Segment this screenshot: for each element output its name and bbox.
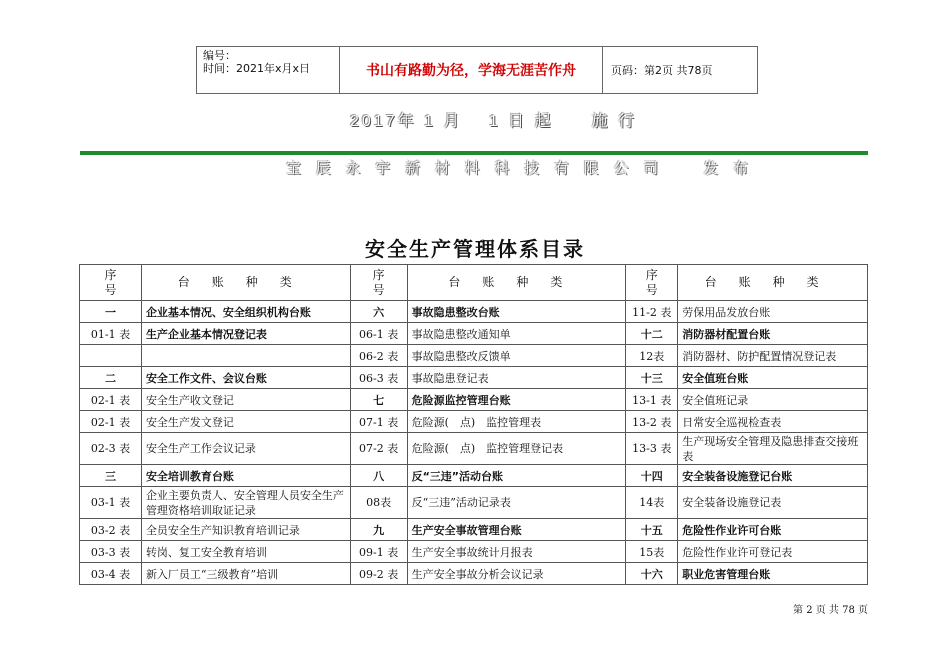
table-cell-seq: 12表 [626,345,678,367]
table-row [80,519,868,541]
table-cell-seq [80,345,142,367]
table-cell-seq: 一 [80,301,142,323]
table-cell-ledger: 安全培训教育台账 [141,465,350,487]
table-cell-seq: 07-2 表 [350,433,407,465]
table-cell-ledger: 全员安全生产知识教育培训记录 [141,519,350,541]
time-label: 时间：2021年x月x日 [203,62,311,75]
divider-bar [80,151,868,155]
table-cell-seq: 09-2 表 [350,563,407,585]
table-cell-ledger: 危险源( 点) 监控管理登记表 [407,433,626,465]
issuer-text: 宝 辰 永 宇 新 材 料 科 技 有 限 公 司 发 布 [286,159,753,177]
page-code: 页码：第2页 共78页 [611,64,713,77]
table-cell-ledger: 危险源( 点) 监控管理表 [407,411,626,433]
table-cell-seq: 三 [80,465,142,487]
table-cell-ledger: 转岗、复工安全教育培训 [141,541,350,563]
table-row [80,465,868,487]
table-cell-seq: 八 [350,465,407,487]
table-cell-seq: 十六 [626,563,678,585]
document-title: 安全生产管理体系目录 [365,237,585,261]
table-cell-ledger: 生产企业基本情况登记表 [141,323,350,345]
table-cell-seq: 十五 [626,519,678,541]
header-seq-3: 序 号 [626,265,678,301]
table-header-row [80,265,868,301]
table-cell-ledger: 企业主要负责人、安全管理人员安全生产管理资格培训取证记录 [141,487,350,519]
table-cell-ledger: 安全值班记录 [678,389,868,411]
table-cell-seq: 七 [350,389,407,411]
header-type-2: 台账种类 [407,265,626,301]
table-row [80,367,868,389]
table-cell-seq: 03-1 表 [80,487,142,519]
table-cell-seq: 03-2 表 [80,519,142,541]
table-cell-seq: 九 [350,519,407,541]
header-type-1: 台账种类 [141,265,350,301]
table-cell-ledger: 危险性作业许可台账 [678,519,868,541]
table-cell-ledger: 日常安全巡视检查表 [678,411,868,433]
number-label: 编号： [203,49,236,62]
table-cell-seq: 15表 [626,541,678,563]
table-cell-ledger: 事故隐患整改台账 [407,301,626,323]
table-cell-ledger: 事故隐患整改反馈单 [407,345,626,367]
table-row [80,411,868,433]
table-cell-seq: 二 [80,367,142,389]
table-cell-seq: 13-1 表 [626,389,678,411]
table-cell-seq: 06-1 表 [350,323,407,345]
table-cell-seq: 08表 [350,487,407,519]
table-cell-seq: 07-1 表 [350,411,407,433]
table-cell-ledger: 安全生产收文登记 [141,389,350,411]
table-cell-ledger: 生产安全事故管理台账 [407,519,626,541]
document-header-box [196,46,758,94]
table-cell-seq: 01-1 表 [80,323,142,345]
table-cell-seq: 03-3 表 [80,541,142,563]
table-cell-seq: 六 [350,301,407,323]
table-cell-ledger: 反“三违”活动记录表 [407,487,626,519]
table-cell-ledger: 危险源监控管理台账 [407,389,626,411]
table-row [80,345,868,367]
table-cell-ledger: 新入厂员工“三级教育”培训 [141,563,350,585]
table-cell-seq: 03-4 表 [80,563,142,585]
motto: 书山有路勤为径，学海无涯苦作舟 [340,47,603,93]
table-cell-ledger [141,345,350,367]
table-cell-ledger: 安全装备设施登记台账 [678,465,868,487]
page-footer: 第 2 页 共 78 页 [793,605,868,616]
table-cell-seq: 06-3 表 [350,367,407,389]
table-cell-ledger: 消防器材配置台账 [678,323,868,345]
header-meta-cell [197,47,340,93]
table-cell-ledger: 事故隐患登记表 [407,367,626,389]
table-cell-seq: 09-1 表 [350,541,407,563]
table-cell-ledger: 安全工作文件、会议台账 [141,367,350,389]
table-cell-ledger: 危险性作业许可登记表 [678,541,868,563]
table-cell-seq: 11-2 表 [626,301,678,323]
table-cell-ledger: 劳保用品发放台账 [678,301,868,323]
table-row [80,389,868,411]
table-row [80,541,868,563]
table-row [80,433,868,465]
table-cell-seq: 02-1 表 [80,389,142,411]
header-type-3: 台账种类 [678,265,868,301]
header-seq-2: 序 号 [350,265,407,301]
table-cell-seq: 02-3 表 [80,433,142,465]
table-cell-ledger: 安全生产工作会议记录 [141,433,350,465]
table-cell-ledger: 企业基本情况、安全组织机构台账 [141,301,350,323]
table-cell-ledger: 安全值班台账 [678,367,868,389]
effective-date-text: 2017年 1 月 1 日 起 施 行 [350,113,638,130]
table-cell-ledger: 安全生产发文登记 [141,411,350,433]
table-cell-seq: 14表 [626,487,678,519]
table-cell-ledger: 反“三违”活动台账 [407,465,626,487]
header-seq-1: 序 号 [80,265,142,301]
table-cell-ledger: 生产现场安全管理及隐患排查交接班表 [678,433,868,465]
table-cell-seq: 06-2 表 [350,345,407,367]
table-cell-ledger: 事故隐患整改通知单 [407,323,626,345]
table-cell-seq: 02-1 表 [80,411,142,433]
table-cell-ledger: 生产安全事故分析会议记录 [407,563,626,585]
table-cell-seq: 13-2 表 [626,411,678,433]
table-cell-seq: 十四 [626,465,678,487]
table-cell-seq: 13-3 表 [626,433,678,465]
table-cell-seq: 十二 [626,323,678,345]
ledger-catalog-table [79,264,868,585]
table-cell-seq: 十三 [626,367,678,389]
table-cell-ledger: 生产安全事故统计月报表 [407,541,626,563]
table-row [80,563,868,585]
table-row [80,487,868,519]
table-cell-ledger: 消防器材、防护配置情况登记表 [678,345,868,367]
table-row [80,301,868,323]
table-cell-ledger: 安全装备设施登记表 [678,487,868,519]
table-row [80,323,868,345]
table-cell-ledger: 职业危害管理台账 [678,563,868,585]
